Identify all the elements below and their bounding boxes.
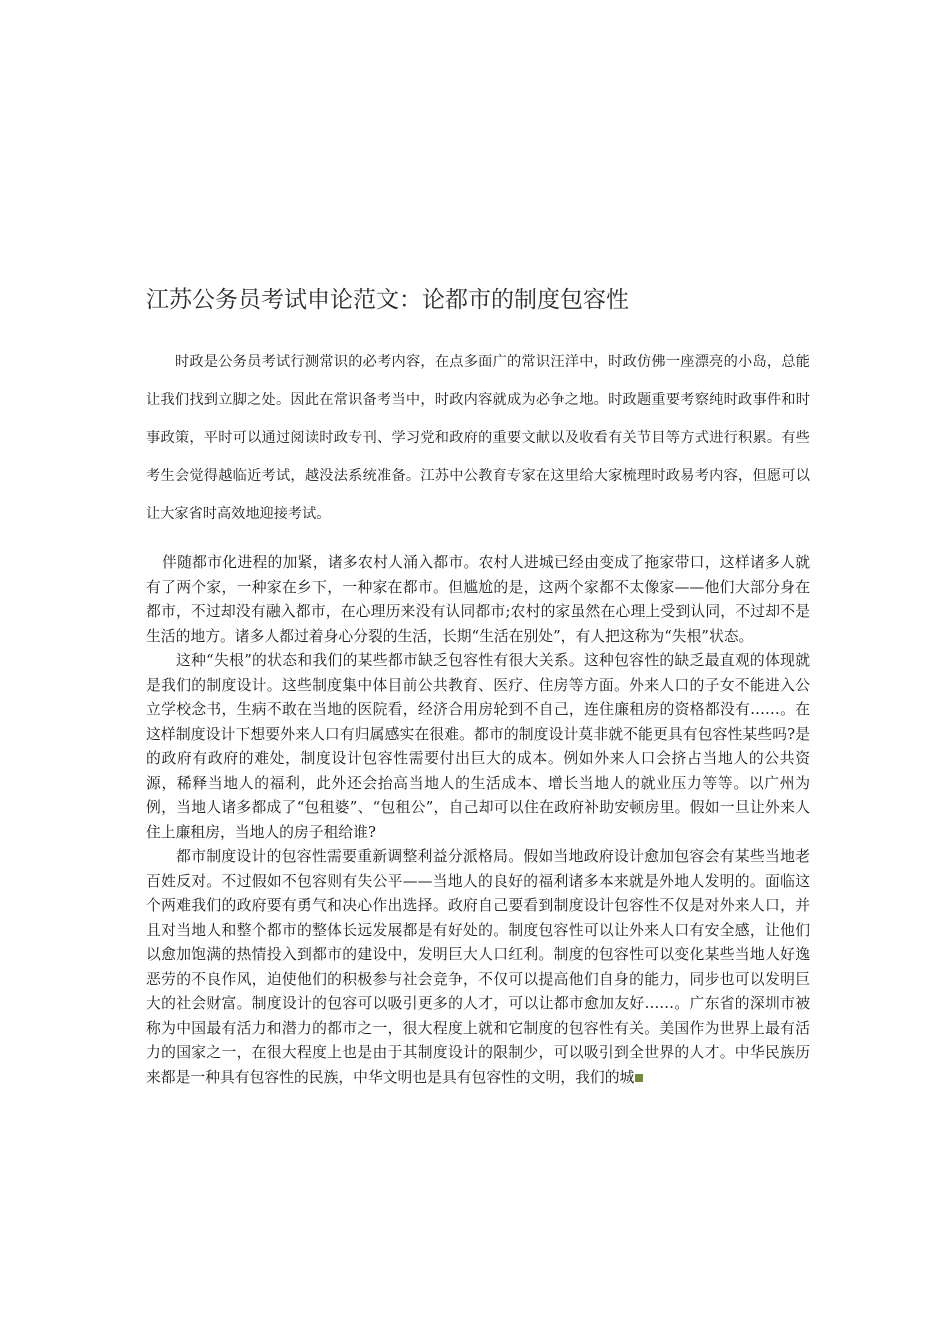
body-paragraph-text: 都市制度设计的包容性需要重新调整利益分派格局。假如当地政府设计愈加包容会有某些当地老百姓反对。不过假如不包容则有失公平——当地人的良好的福利诸多本来就是外地人发明的。面临这个两难我们的政府要有勇气和决心作出选择。政府自己要看到制度设计包容性不仅是对外来人口，并且对当地人和整个都市的整体长远发展都是有好处的。制度包容性可以让外来人口有安全感，让他们以愈加饱满的热情投入到都市的建设中，发明巨大人口红利。制度的包容性可以变化某些当地人好逸恶劳的不良作风，迫使他们的积极参与社会竞争，不仅可以提高他们自身的能力，同步也可以发明巨大的社会财富。制度设计的包容可以吸引更多的人才，可以让都市愈加友好……。广东省的深圳市被称为中国最有活力和潜力的都市之一，很大程度上就和它制度的包容性有关。美国作为世界上最有活力的国家之一，在很大程度上也是由于其制度设计的限制少，可以吸引到全世界的人才。中华民族历来都是一种具有包容性的民族，中华文明也是具有包容性的文明，我们的城 [146, 848, 810, 1086]
body-paragraph: 伴随都市化进程的加紧，诸多农村人涌入都市。农村人进城已经由变成了拖家带口，这样诸多人就有了两个家，一种家在乡下，一种家在都市。但尴尬的是，这两个家都不太像家——他们大部分身在都市，不过却没有融入都市，在心理历来没有认同都市;农村的家虽然在心理上受到认同，不过却不是生活的地方。诸多人都过着身心分裂的生活，长期“生活在别处”，有人把这称为“失根”状态。 [146, 554, 810, 645]
body-paragraph-last [146, 845, 810, 1090]
intro-paragraph: 时政是公务员考试行测常识的必考内容，在点多面广的常识汪洋中，时政仿佛一座漂亮的小岛，总能让我们找到立脚之处。因此在常识备考当中，时政内容就成为必争之地。时政题重要考察纯时政事件和时事政策，平时可以通过阅读时政专刊、学习党和政府的重要文献以及收看有关节目等方式进行积累。有些考生会觉得越临近考试，越没法系统准备。江苏中公教育专家在这里给大家梳理时政易考内容，但愿可以让大家省时高效地迎接考试。 [146, 354, 810, 522]
article-body [146, 551, 810, 1090]
body-paragraph: 这种“失根”的状态和我们的某些都市缺乏包容性有很大关系。这种包容性的缺乏最直观的体现就是我们的制度设计。这些制度集中体目前公共教育、医疗、住房等方面。外来人口的子女不能进入公立学校念书，生病不敢在当地的医院看，经济合用房轮到不自己，连住廉租房的资格都没有……。在这样制度设计下想要外来人口有归属感实在很难。都市的制度设计莫非就不能更具有包容性某些吗?是的政府有政府的难处，制度设计包容性需要付出巨大的成本。例如外来人口会挤占当地人的公共资源，稀释当地人的福利，此外还会抬高当地人的生活成本、增长当地人的就业压力等等。以广州为例，当地人诸多都成了“包租婆”、“包租公”，自己却可以住在政府补助安顿房里。假如一旦让外来人住上廉租房，当地人的房子租给谁? [146, 652, 810, 841]
document-title: 江苏公务员考试申论范文：论都市的制度包容性 [146, 287, 629, 313]
text-end-marker [635, 1074, 643, 1082]
